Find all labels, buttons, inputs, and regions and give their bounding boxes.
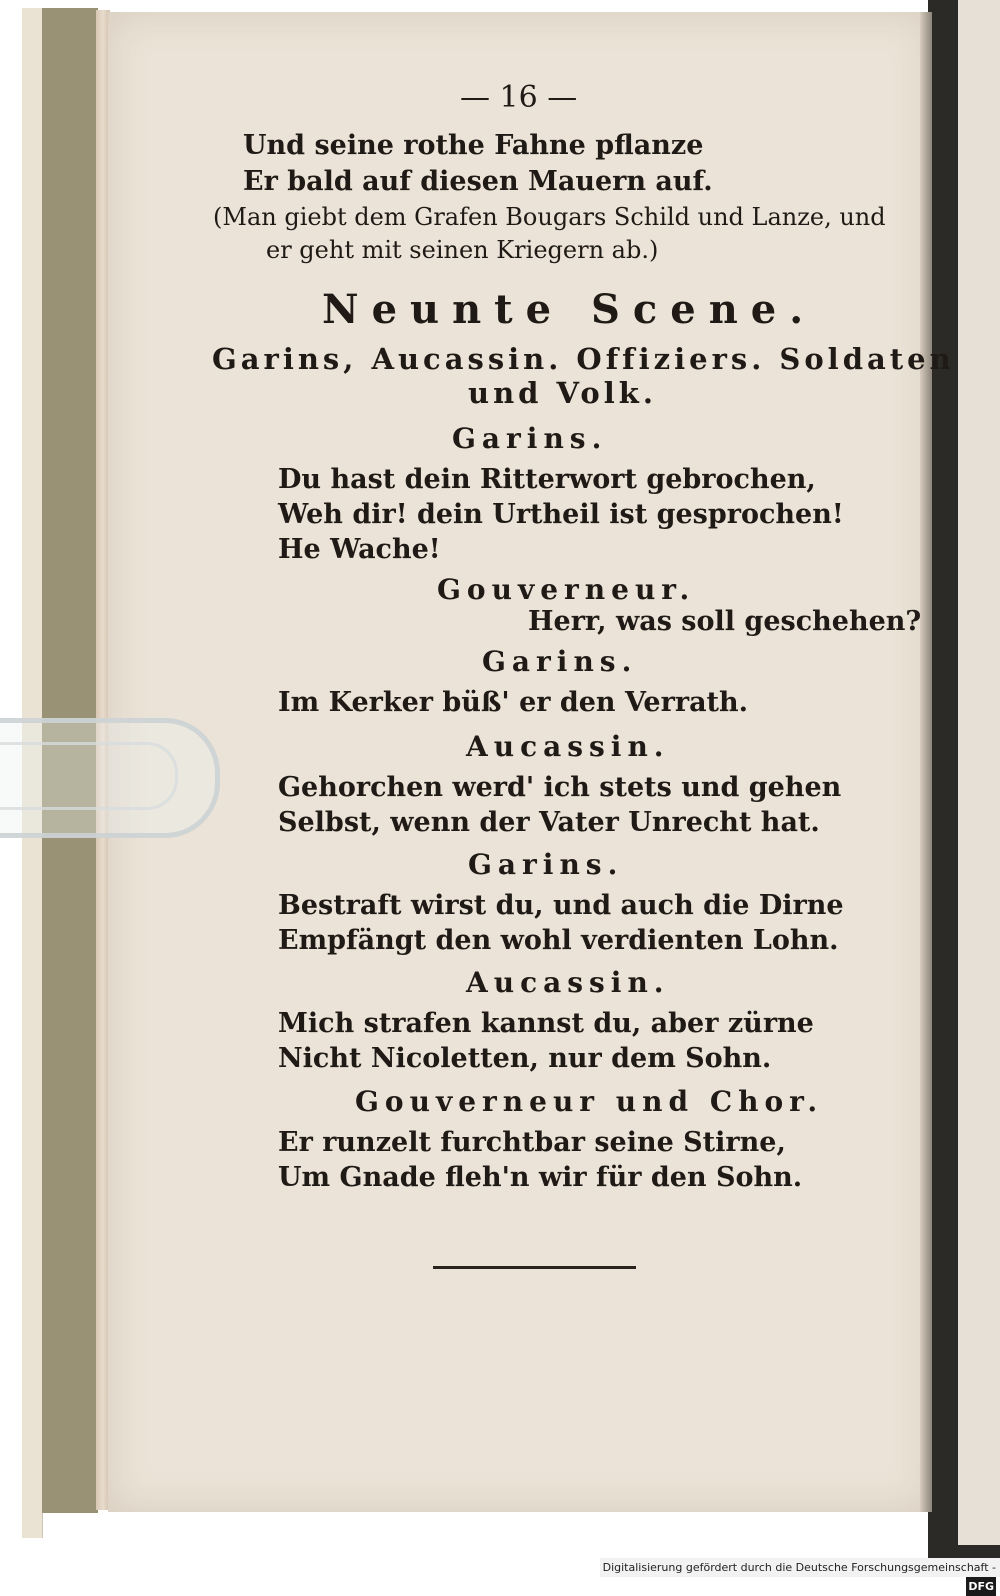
verse-line: Herr, was soll geschehen? <box>528 606 922 637</box>
digitization-credit <box>600 1558 1000 1593</box>
verse-line: Du hast dein Ritterwort gebrochen, <box>278 464 816 495</box>
page-gutter <box>920 12 932 1512</box>
verse-line: Empfängt den wohl verdienten Lohn. <box>278 925 839 956</box>
speaker-name: Aucassin. <box>466 966 670 999</box>
verse-line: Weh dir! dein Urtheil ist gesprochen! <box>278 499 844 530</box>
verse-line: Er bald auf diesen Mauern auf. <box>243 166 713 197</box>
facing-page-edge <box>958 0 1000 1545</box>
speaker-name: Gouverneur und Chor. <box>355 1085 824 1118</box>
stage-direction: er geht mit seinen Kriegern ab.) <box>266 236 659 264</box>
speaker-name: Aucassin. <box>466 730 670 763</box>
scene-title: Neunte Scene. <box>322 286 817 333</box>
character-list: Garins, Aucassin. Offiziers. Soldaten <box>212 342 955 376</box>
character-list: und Volk. <box>468 376 657 410</box>
verse-line: Bestraft wirst du, und auch die Dirne <box>278 890 844 921</box>
speaker-name: Garins. <box>452 422 608 455</box>
speaker-name: Garins. <box>468 848 624 881</box>
stage-direction: (Man giebt dem Grafen Bougars Schild und Lanze, und <box>213 203 886 231</box>
verse-line: Im Kerker büß' er den Verrath. <box>278 687 749 718</box>
verse-line: Nicht Nicoletten, nur dem Sohn. <box>278 1043 772 1074</box>
dfg-logo: DFG <box>966 1577 996 1596</box>
verse-line: Er runzelt furchtbar seine Stirne, <box>278 1127 786 1158</box>
closing-rule <box>433 1266 636 1269</box>
verse-line: Mich strafen kannst du, aber zürne <box>278 1008 814 1039</box>
verse-line: Gehorchen werd' ich stets und gehen <box>278 772 842 803</box>
verse-line: Um Gnade fleh'n wir für den Sohn. <box>278 1162 803 1193</box>
verse-line: Und seine rothe Fahne pflanze <box>243 130 704 161</box>
verse-line: He Wache! <box>278 534 441 565</box>
verse-line: Selbst, wenn der Vater Unrecht hat. <box>278 807 820 838</box>
speaker-name: Gouverneur. <box>437 573 696 606</box>
page-number: — 16 — <box>460 80 578 115</box>
speaker-name: Garins. <box>482 645 638 678</box>
credit-text: Digitalisierung gefördert durch die Deutsche Forschungsgemeinschaft - <box>602 1561 996 1574</box>
paper-clip-inner-loop <box>0 742 178 810</box>
